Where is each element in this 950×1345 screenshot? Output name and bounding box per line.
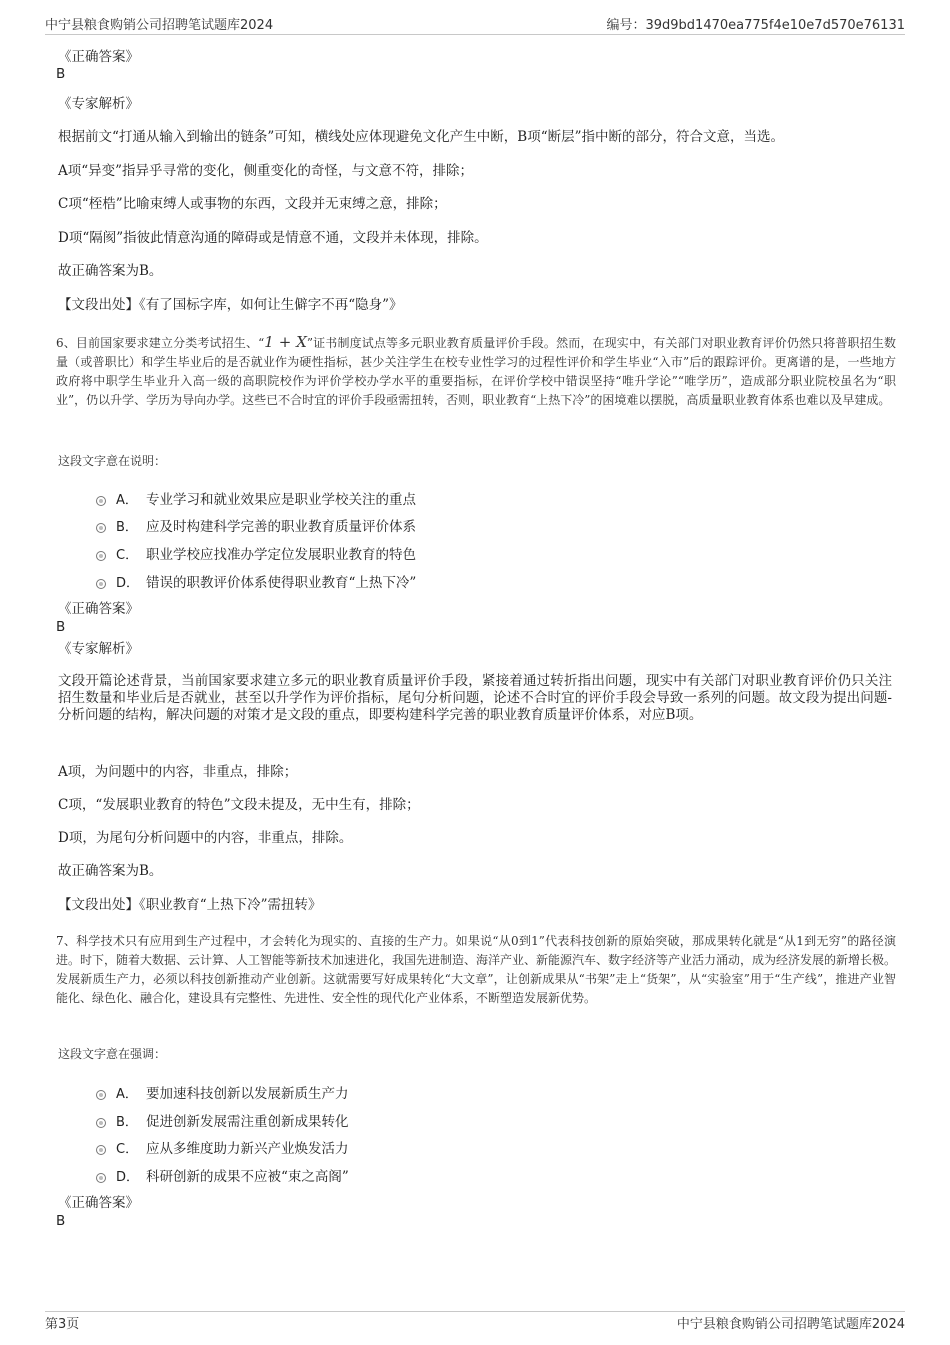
q6-source: 【文段出处】《职业教育“上热下冷”需扭转》 [58, 897, 322, 913]
radio-icon[interactable] [96, 551, 106, 561]
q6-stem [56, 333, 896, 410]
radio-icon[interactable] [96, 496, 106, 506]
radio-icon[interactable] [96, 1118, 106, 1128]
q6-analysis-label: 《专家解析》 [58, 641, 139, 657]
q5-analysis-line: 根据前文“打通从输入到输出的链条”可知，横线处应体现避免文化产生中断，B项“断层”指中断的部分，符合文意，当选。 [58, 129, 785, 145]
q6-prompt: 这段文字意在说明： [58, 454, 167, 468]
q7-option-c[interactable]: C． 应从多维度助力新兴产业焕发活力 [96, 1137, 349, 1157]
page-header [45, 14, 905, 34]
q6-analysis-line: 故正确答案为B。 [58, 863, 163, 879]
q5-analysis-label: 《专家解析》 [58, 96, 139, 112]
q6-math: 1 + X [264, 333, 307, 351]
q6-stem-before: 6、目前国家要求建立分类考试招生、“ [56, 336, 265, 350]
radio-icon[interactable] [96, 523, 106, 533]
header-divider [45, 34, 905, 35]
q7-answer: B [56, 1213, 66, 1229]
q6-answer: B [56, 619, 66, 635]
q6-analysis-main: 文段开篇论述背景，当前国家要求建立多元的职业教育质量评价手段，紧接着通过转折指出问题，现实中有关部门对职业教育评价仍只关注招生数量和毕业后是否就业，甚至以升学作为评价指标，尾句分析问题，论述不合时宜的评价手段会导致一系列的问题。故文段为提出问题-分析问题的结构，解决问题的对策才是文段的重点，即要构建科学完善的职业教育质量评价体系，对应B项。 [58, 673, 892, 723]
q6-answer-label: 《正确答案》 [58, 601, 139, 617]
q6-analysis-line: C项，“发展职业教育的特色”文段未提及，无中生有，排除； [58, 797, 420, 813]
q7-option-d[interactable]: D． 科研创新的成果不应被“束之高阁” [96, 1165, 349, 1185]
header-title: 中宁县粮食购销公司招聘笔试题库2024 [45, 18, 274, 33]
q6-option-d[interactable]: D． 错误的职教评价体系使得职业教育“上热下冷” [96, 571, 416, 591]
q6-option-b[interactable]: B． 应及时构建科学完善的职业教育质量评价体系 [96, 515, 416, 535]
q6-option-a[interactable]: A． 专业学习和就业效果应是职业学校关注的重点 [96, 488, 416, 508]
q7-option-a[interactable]: A． 要加速科技创新以发展新质生产力 [96, 1082, 349, 1102]
q5-answer-label: 《正确答案》 [58, 49, 139, 65]
q6-option-c[interactable]: C． 职业学校应找准办学定位发展职业教育的特色 [96, 543, 416, 563]
radio-icon[interactable] [96, 579, 106, 589]
radio-icon[interactable] [96, 1090, 106, 1100]
q7-answer-label: 《正确答案》 [58, 1195, 139, 1211]
q5-source: 【文段出处】《有了国标字库，如何让生僻字不再“隐身”》 [58, 297, 403, 313]
q7-prompt: 这段文字意在强调： [58, 1047, 167, 1061]
footer-title: 中宁县粮食购销公司招聘笔试题库2024 [676, 1317, 905, 1332]
q5-analysis-line: C项“桎梏”比喻束缚人或事物的东西，文段并无束缚之意，排除； [58, 196, 447, 212]
q7-option-b[interactable]: B． 促进创新发展需注重创新成果转化 [96, 1110, 349, 1130]
q5-analysis-line: D项“隔阂”指彼此情意沟通的障碍或是情意不通，文段并未体现，排除。 [58, 230, 488, 246]
q7-stem: 7、科学技术只有应用到生产过程中，才会转化为现实的、直接的生产力。如果说“从0到1”代表科技创新的原始突破，那成果转化就是“从1到无穷”的路径演进。时下，随着大数据、云计算、人工智能等新技术加速进化，我国先进制造、海洋产业、新能源汽车、数字经济等产业活力涌动，成为经济发展的新增长极。发展新质生产力，必须以科技创新推动产业创新。这就需要写好成果转化“大文章”，让创新成果从“书架”走上“货架”，从“实验室”用于“生产线”，推进产业智能化、绿色化、融合化，建设具有完整性、先进性、安全性的现代化产业体系，不断塑造发展新优势。 [56, 934, 897, 1005]
q6-analysis-line: D项，为尾句分析问题中的内容，非重点，排除。 [58, 830, 353, 846]
q5-answer: B [56, 66, 66, 82]
header-doc-id: 编号：39d9bd1470ea775f4e10e7d570e76131 [606, 18, 905, 33]
footer-divider [45, 1311, 905, 1312]
q6-analysis-line: A项，为问题中的内容，非重点，排除； [58, 764, 298, 780]
radio-icon[interactable] [96, 1173, 106, 1183]
q5-analysis-line: A项“异变”指异乎寻常的变化，侧重变化的奇怪，与文意不符，排除； [58, 163, 474, 179]
footer-page-number: 第3页 [45, 1317, 80, 1332]
radio-icon[interactable] [96, 1145, 106, 1155]
q5-analysis-line: 故正确答案为B。 [58, 263, 163, 279]
q6-stem-after: ”证书制度试点等多元职业教育质量评价手段。然而，在现实中，有关部门对职业教育评价仍然只将普职招生数量（或普职比）和学生毕业后的是否就业作为硬性指标，甚少关注学生在校专业性学习的过程性评价和学生毕业“入市”后的跟踪评价。更离谱的是，一些地方政府将中职学生毕业升入高一级的高职院校作为评价学校办学水平的重要指标，在评价学校中错误坚持“唯升学论”“唯学历”，造成部分职业院校虽名为“职业”，仍以升学、学历为导向办学。这些已不合时宜的评价手段亟需扭转，否则，职业教育“上热下冷”的困境难以摆脱，高质量职业教育体系也难以及早建成。 [56, 336, 896, 407]
